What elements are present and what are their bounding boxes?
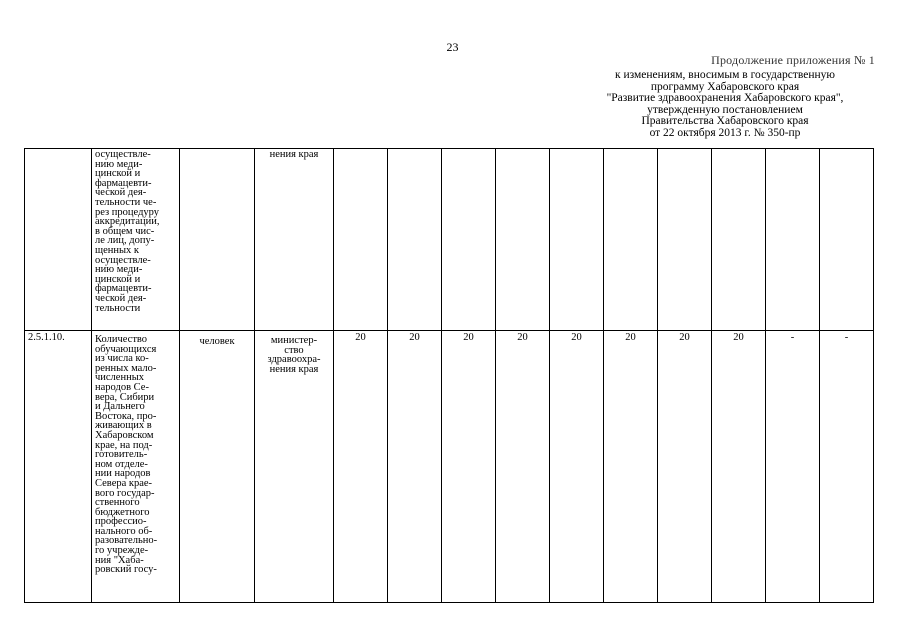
- page-number: 23: [446, 40, 459, 54]
- row-unit-cell: человек: [180, 331, 255, 603]
- table-row-continued: [25, 149, 874, 331]
- value-cell: -: [766, 331, 820, 603]
- appendix-header: [575, 70, 875, 140]
- value-cell: [820, 149, 874, 331]
- value-cell: 20: [388, 331, 442, 603]
- value-cell: 20: [550, 331, 604, 603]
- value-cell: 20: [334, 331, 388, 603]
- header-line: утвержденную постановлением: [647, 103, 803, 116]
- value-cell: -: [820, 331, 874, 603]
- value-cell: [496, 149, 550, 331]
- value-cell: [658, 149, 712, 331]
- value-cell: [388, 149, 442, 331]
- value-cell: 20: [442, 331, 496, 603]
- header-line: от 22 октября 2013 г. № 350-пр: [649, 126, 801, 139]
- value-cell: 20: [496, 331, 550, 603]
- value-cell: [766, 149, 820, 331]
- value-cell: [334, 149, 388, 331]
- value-cell: 20: [712, 331, 766, 603]
- value-cell: [442, 149, 496, 331]
- value-cell: 20: [658, 331, 712, 603]
- value-cell: [604, 149, 658, 331]
- header-line: "Развитие здравоохранения Хабаровского края",: [606, 92, 844, 105]
- row-unit-cell: [180, 149, 255, 331]
- row-executor-cell: министер- ство здравоохра- нения края: [255, 331, 334, 603]
- value-cell: [712, 149, 766, 331]
- indicators-table: [24, 148, 874, 603]
- row-number-cell: 2.5.1.10.: [25, 331, 92, 603]
- table-row: [25, 331, 874, 603]
- row-number-cell: [25, 149, 92, 331]
- row-name-cell: Количество обучающихся из числа ко- ренных мало- численных народов Се- вера, Сибири и Дальнего Востока, про- живающих в Хабаровском крае, на под- готовитель- ном отделе- нии народов Севера крае- вого государ- ственного бюджетного профессио- нального об- разовательно- го учрежде- ния "Хаба- ровский госу-: [92, 331, 180, 603]
- header-line: программу Хабаровского края: [650, 80, 800, 93]
- header-line: к изменениям, вносимым в государственную: [615, 69, 835, 81]
- header-line: Правительства Хабаровского края: [641, 115, 809, 128]
- value-cell: 20: [604, 331, 658, 603]
- row-name-cell: осуществле- нию меди- цинской и фармацевти- ческой дея- тельности че- рез процедуру аккредитации, в общем чис- ле лиц, допу- щенных к осуществле- нию меди- цинской и фармацевти- ческой дея- тельности: [92, 149, 180, 331]
- value-cell: [550, 149, 604, 331]
- row-executor-cell: нения края: [255, 149, 334, 331]
- continuation-label: Продолжение приложения № 1: [711, 53, 875, 67]
